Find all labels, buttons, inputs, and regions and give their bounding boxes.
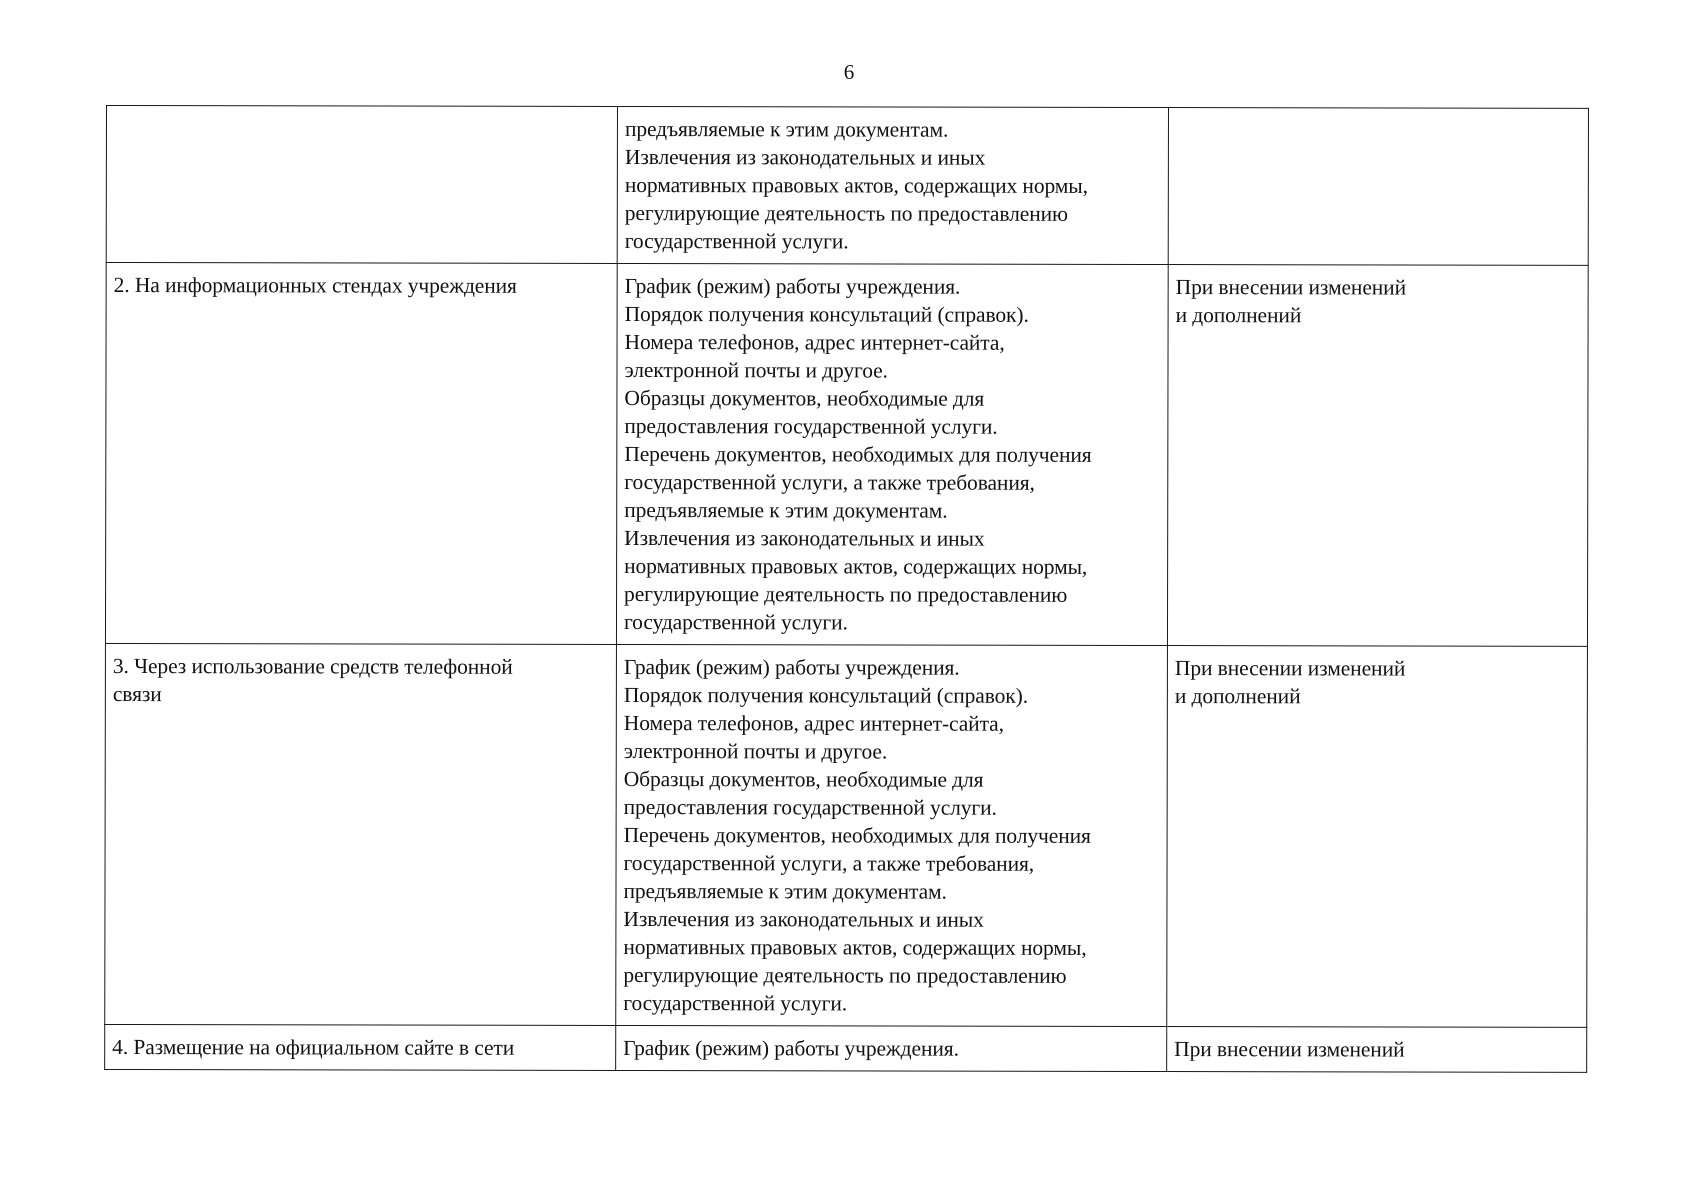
frequency-text-line: При внесении изменений <box>1175 275 1407 300</box>
frequency-text-line: и дополнений <box>1174 684 1301 709</box>
content-text-line: предъявляемые к этим документам. <box>623 878 947 904</box>
content-text-line: нормативных правовых актов, содержащих нормы, <box>624 553 1088 579</box>
info-methods-table <box>104 105 1589 1073</box>
method-text-line: 3. Через использование средств телефонной <box>112 654 513 679</box>
content-cell <box>616 1025 1167 1071</box>
content-text-line: Перечень документов, необходимых для получения <box>624 441 1092 467</box>
frequency-cell <box>1167 265 1588 647</box>
content-text-line: государственной услуги. <box>623 609 848 635</box>
table-body <box>105 106 1589 1073</box>
content-text-line: предоставления государственной услуги. <box>624 413 998 439</box>
content-cell <box>616 263 1168 645</box>
content-text-line: предъявляемые к этим документам. <box>624 116 949 142</box>
content-text-line: регулирующие деятельность по предоставлению <box>624 200 1069 226</box>
method-cell <box>105 643 617 1025</box>
method-cell <box>105 1024 616 1070</box>
content-text-line: График (режим) работы учреждения. <box>623 1035 959 1061</box>
frequency-cell <box>1167 646 1588 1028</box>
content-text-line: электронной почты и другое. <box>624 357 888 383</box>
table-row <box>105 263 1588 647</box>
page-number: 6 <box>843 60 855 84</box>
method-cell <box>106 106 617 264</box>
content-text-line: государственной услуги, а также требования, <box>624 469 1035 495</box>
method-text-line: 4. Размещение на официальном сайте в сети <box>112 1035 515 1060</box>
method-text-line: 2. На информационных стендах учреждения <box>113 273 517 298</box>
table-row <box>105 643 1588 1027</box>
content-text-line: Перечень документов, необходимых для получения <box>623 822 1091 848</box>
frequency-text-line: и дополнений <box>1175 303 1302 328</box>
content-text-line: государственной услуги. <box>624 228 849 254</box>
content-text-line: регулирующие деятельность по предоставлению <box>624 581 1068 607</box>
content-text-line: Извлечения из законодательных и иных <box>624 144 986 170</box>
frequency-text-line: При внесении изменений <box>1174 656 1406 681</box>
content-text-line: электронной почты и другое. <box>623 738 888 764</box>
table-row <box>105 1024 1587 1072</box>
content-cell <box>617 106 1168 264</box>
content-text-line: государственной услуги. <box>623 990 848 1016</box>
frequency-text-line: При внесении изменений <box>1174 1037 1405 1062</box>
frequency-cell <box>1167 1027 1587 1073</box>
content-text-line: Порядок получения консультаций (справок). <box>623 682 1029 708</box>
content-text-line: предъявляемые к этим документам. <box>624 497 948 523</box>
content-text-line: Извлечения из законодательных и иных <box>623 906 984 932</box>
content-text-line: Извлечения из законодательных и иных <box>624 525 985 551</box>
content-text-line: регулирующие деятельность по предоставлению <box>623 962 1067 988</box>
method-text-line: связи <box>112 682 162 707</box>
table-row <box>106 106 1588 266</box>
content-text-line: Номера телефонов, адрес интернет-сайта, <box>623 710 1004 736</box>
content-cell <box>616 644 1168 1026</box>
frequency-cell <box>1168 108 1588 266</box>
content-text-line: Образцы документов, необходимые для <box>623 766 984 792</box>
content-text-line: Порядок получения консультаций (справок). <box>624 301 1029 327</box>
content-text-line: государственной услуги, а также требования, <box>623 850 1035 876</box>
content-text-line: предоставления государственной услуги. <box>623 794 997 820</box>
content-text-line: График (режим) работы учреждения. <box>624 273 961 299</box>
content-text-line: График (режим) работы учреждения. <box>623 654 960 680</box>
method-cell <box>105 263 617 645</box>
content-text-line: нормативных правовых актов, содержащих нормы, <box>623 934 1087 960</box>
content-text-line: Номера телефонов, адрес интернет-сайта, <box>624 329 1005 355</box>
content-text-line: Образцы документов, необходимые для <box>624 385 985 411</box>
content-text-line: нормативных правовых актов, содержащих нормы, <box>624 172 1088 198</box>
